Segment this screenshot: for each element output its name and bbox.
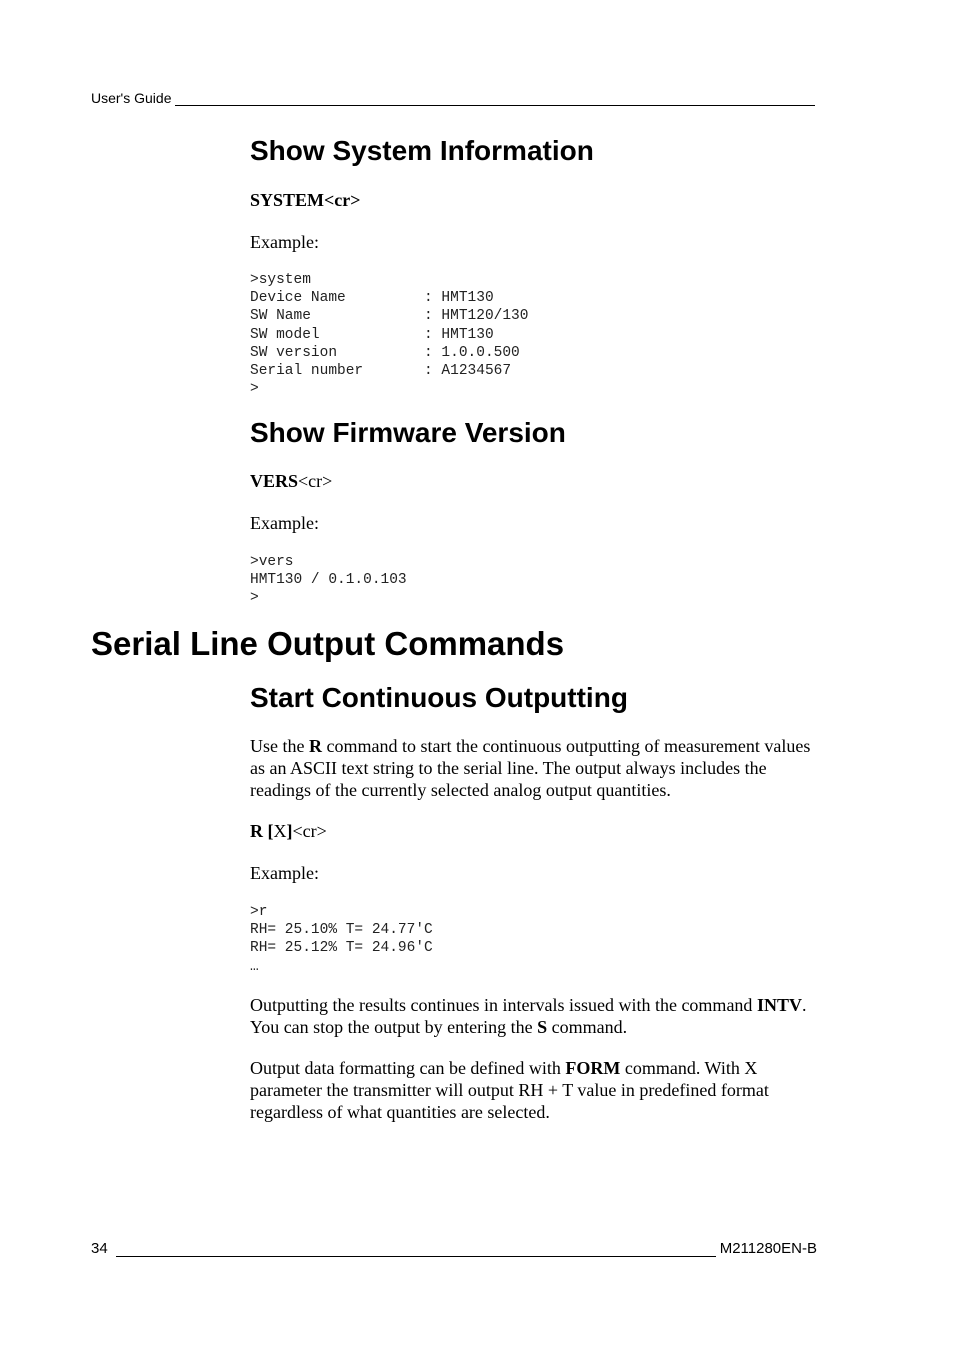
section-title-system-info: Show System Information <box>250 135 594 166</box>
format-paragraph <box>250 1057 820 1123</box>
form-command: FORM <box>565 1058 621 1078</box>
system-command: SYSTEM<cr> <box>250 190 361 210</box>
system-command-syntax <box>250 189 820 211</box>
firmware-example-label: Example: <box>250 513 319 533</box>
interval-text-mid: . You can stop the output by entering the <box>250 995 807 1037</box>
page-footer <box>91 1240 817 1257</box>
system-example-code: >system Device Name : HMT130 SW Name : HMT120/130 SW model : HMT130 SW version : 1.0.0.500 Serial number : A1234567 > <box>250 272 529 398</box>
header-label: User's Guide <box>91 90 172 106</box>
format-text-end: command. With X parameter the transmitter will output RH + T value in predefined format regardless of what quantities are selected. <box>250 1058 769 1122</box>
page-number: 34 <box>91 1240 108 1257</box>
continuous-example-label: Example: <box>250 863 319 883</box>
interval-text-start: Outputting the results continues in intervals issued with the command <box>250 995 757 1015</box>
footer-rule <box>116 1242 716 1257</box>
s-command: S <box>537 1017 548 1037</box>
document-code: M211280EN-B <box>719 1240 817 1257</box>
continuous-example-code: >r RH= 25.10% T= 24.77'C RH= 25.12% T= 24.96'C … <box>250 904 433 975</box>
vers-command-syntax <box>250 470 820 492</box>
intro-text-end: command to start the continuous outputting of measurement values as an ASCII text string to the serial line. The output always includes the readings of the currently selected analog output quantities. <box>250 736 811 800</box>
header-rule <box>175 91 815 106</box>
system-example-label: Example: <box>250 232 319 252</box>
intro-text-start: Use the <box>250 736 309 756</box>
syntax-x: X <box>273 821 287 841</box>
syntax-bracket: ] <box>286 821 293 841</box>
vers-command: VERS <box>250 471 299 491</box>
interval-text-end: command. <box>547 1017 628 1037</box>
syntax-r: R [ <box>250 821 274 841</box>
continuous-intro-paragraph <box>250 735 820 801</box>
syntax-suffix: <cr> <box>292 821 327 841</box>
format-text-start: Output data formatting can be defined with <box>250 1058 566 1078</box>
r-command-syntax <box>250 820 820 842</box>
intv-command: INTV <box>756 995 802 1015</box>
chapter-title-serial-line: Serial Line Output Commands <box>91 625 565 662</box>
intro-command-r: R <box>308 736 322 756</box>
interval-paragraph <box>250 994 820 1038</box>
firmware-example-code: >vers HMT130 / 0.1.0.103 > <box>250 554 407 607</box>
vers-command-suffix: <cr> <box>298 471 333 491</box>
section-title-firmware-version: Show Firmware Version <box>250 417 566 448</box>
section-title-continuous-output: Start Continuous Outputting <box>250 682 628 713</box>
page-header <box>91 90 815 106</box>
